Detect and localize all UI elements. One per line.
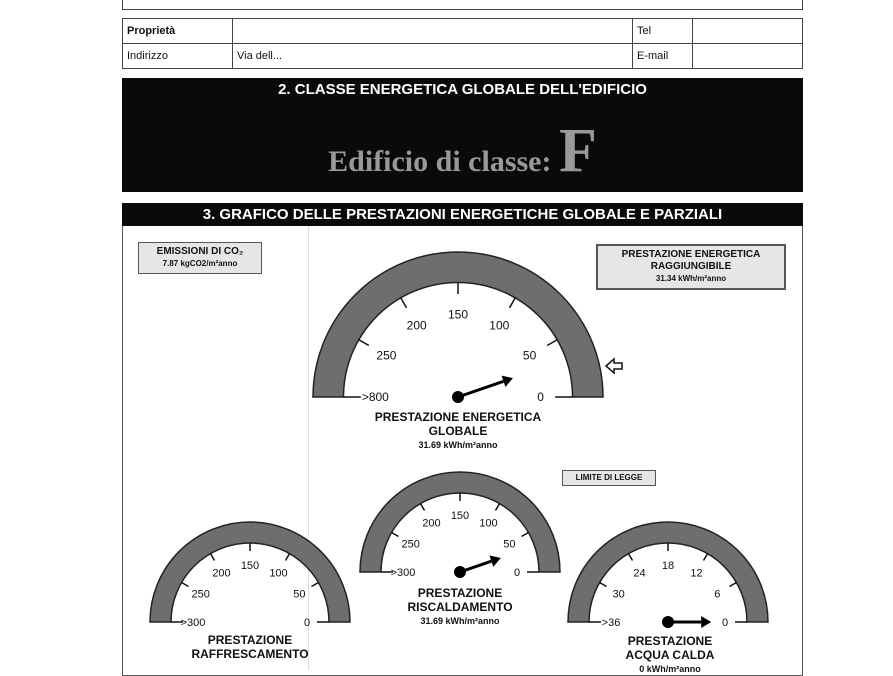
gauge-tick-label: >300 xyxy=(390,567,416,579)
gauge-tick-label: 50 xyxy=(293,588,306,601)
gauge-tick-label: 12 xyxy=(690,567,703,580)
gauge-tick xyxy=(211,554,215,561)
gauge-needle-head xyxy=(701,616,711,628)
gauge-tick-label: >300 xyxy=(180,617,206,629)
co2-title: EMISSIONI DI CO₂ xyxy=(156,246,244,257)
gauge-tick-label: 18 xyxy=(661,560,675,572)
gauge-tick xyxy=(401,298,407,308)
gauge-tick xyxy=(496,504,500,511)
caption-title2: RAFFRESCAMENTO xyxy=(191,647,309,661)
gauge-tick-label: 50 xyxy=(503,538,516,551)
caption-title1: PRESTAZIONE xyxy=(417,586,503,600)
gauge-needle-hub xyxy=(454,566,466,578)
gauge-tick xyxy=(509,298,515,308)
gauge-tick xyxy=(311,583,318,587)
gauge-tick xyxy=(286,554,290,561)
class-label: Edificio di classe: xyxy=(328,145,552,178)
caption-riscaldamento xyxy=(380,586,540,628)
gauge-tick-label: >36 xyxy=(601,617,621,629)
gauge-tick-label: 50 xyxy=(522,348,537,363)
gauge-tick-label: 200 xyxy=(406,318,427,333)
gauge-tick xyxy=(521,533,528,537)
owner-label: Proprietà xyxy=(123,19,233,44)
caption-globale xyxy=(348,410,568,452)
gauge-needle xyxy=(458,381,503,397)
caption-title2: GLOBALE xyxy=(428,424,488,438)
co2-value: 7.87 kgCO2/m²anno xyxy=(162,259,238,268)
gauge-tick-label: 30 xyxy=(612,588,625,601)
caption-title1: PRESTAZIONE xyxy=(627,634,713,648)
gauge-tick xyxy=(182,583,189,587)
attainable-value: 31.34 kWh/m²anno xyxy=(655,274,727,283)
caption-title2: RISCALDAMENTO xyxy=(407,600,513,614)
gauge-tick-label: 6 xyxy=(714,588,721,601)
section2-title: 2. CLASSE ENERGETICA GLOBALE DELL'EDIFICIO xyxy=(278,81,647,98)
attainable-title1: PRESTAZIONE ENERGETICA xyxy=(621,249,761,260)
gauge-tick xyxy=(421,504,425,511)
caption-value: 31.69 kWh/m²anno xyxy=(418,440,498,450)
gauge-needle-hub xyxy=(452,391,464,403)
gauge-tick xyxy=(600,583,607,587)
gauge-tick-label: 150 xyxy=(450,510,470,522)
gauge-tick-label: >800 xyxy=(361,390,389,404)
caption-value: 0 kWh/m²anno xyxy=(639,664,701,674)
gauge-tick xyxy=(729,583,736,587)
gauge-needle-hub xyxy=(662,616,674,628)
section3-title: 3. GRAFICO DELLE PRESTAZIONI ENERGETICHE GLOBALE E PARZIALI xyxy=(122,203,803,226)
attainable-title2: RAGGIUNGIBILE xyxy=(650,261,732,272)
gauge-tick xyxy=(359,340,369,346)
gauge-tick xyxy=(547,340,557,346)
caption-raffrescamento xyxy=(170,633,330,661)
gauge-band-riscaldamento xyxy=(360,472,560,572)
gauge-tick-label: 0 xyxy=(303,617,311,629)
gauge-tick-label: 250 xyxy=(376,348,397,363)
gauge-tick xyxy=(392,533,399,537)
gauge-tick-label: 0 xyxy=(721,617,729,629)
gauge-tick-label: 0 xyxy=(513,567,521,579)
tel-label: Tel xyxy=(633,19,693,44)
caption-title1: PRESTAZIONE ENERGETICA xyxy=(374,410,542,424)
gauge-tick-label: 200 xyxy=(422,517,441,530)
class-value: F xyxy=(558,117,597,185)
gauge-tick-label: 100 xyxy=(489,318,510,333)
gauge-tick-label: 150 xyxy=(447,307,469,322)
caption-title2: ACQUA CALDA xyxy=(625,648,715,662)
gauge-tick-label: 250 xyxy=(401,538,420,551)
gauge-tick-label: 250 xyxy=(191,588,210,601)
attainable-arrow-icon xyxy=(606,359,622,373)
gauge-tick-label: 100 xyxy=(479,517,498,530)
address-value: Via dell... xyxy=(233,44,633,69)
gauge-tick xyxy=(629,554,633,561)
caption-value: 31.69 kWh/m²anno xyxy=(420,616,500,626)
gauge-band-acqua-calda xyxy=(568,522,768,622)
gauge-tick-label: 200 xyxy=(212,567,231,580)
address-label: Indirizzo xyxy=(123,44,233,69)
gauge-tick-label: 100 xyxy=(269,567,288,580)
caption-title1: PRESTAZIONE xyxy=(207,633,293,647)
legal-limit-label: LIMITE DI LEGGE xyxy=(562,470,656,486)
gauge-tick-label: 150 xyxy=(240,560,260,572)
gauge-band-raffrescamento xyxy=(150,522,350,622)
gauge-band-globale xyxy=(313,252,603,397)
gauge-tick xyxy=(704,554,708,561)
gauge-tick-label: 24 xyxy=(633,567,646,580)
gauge-tick-label: 0 xyxy=(537,390,544,404)
email-label: E-mail xyxy=(633,44,693,69)
